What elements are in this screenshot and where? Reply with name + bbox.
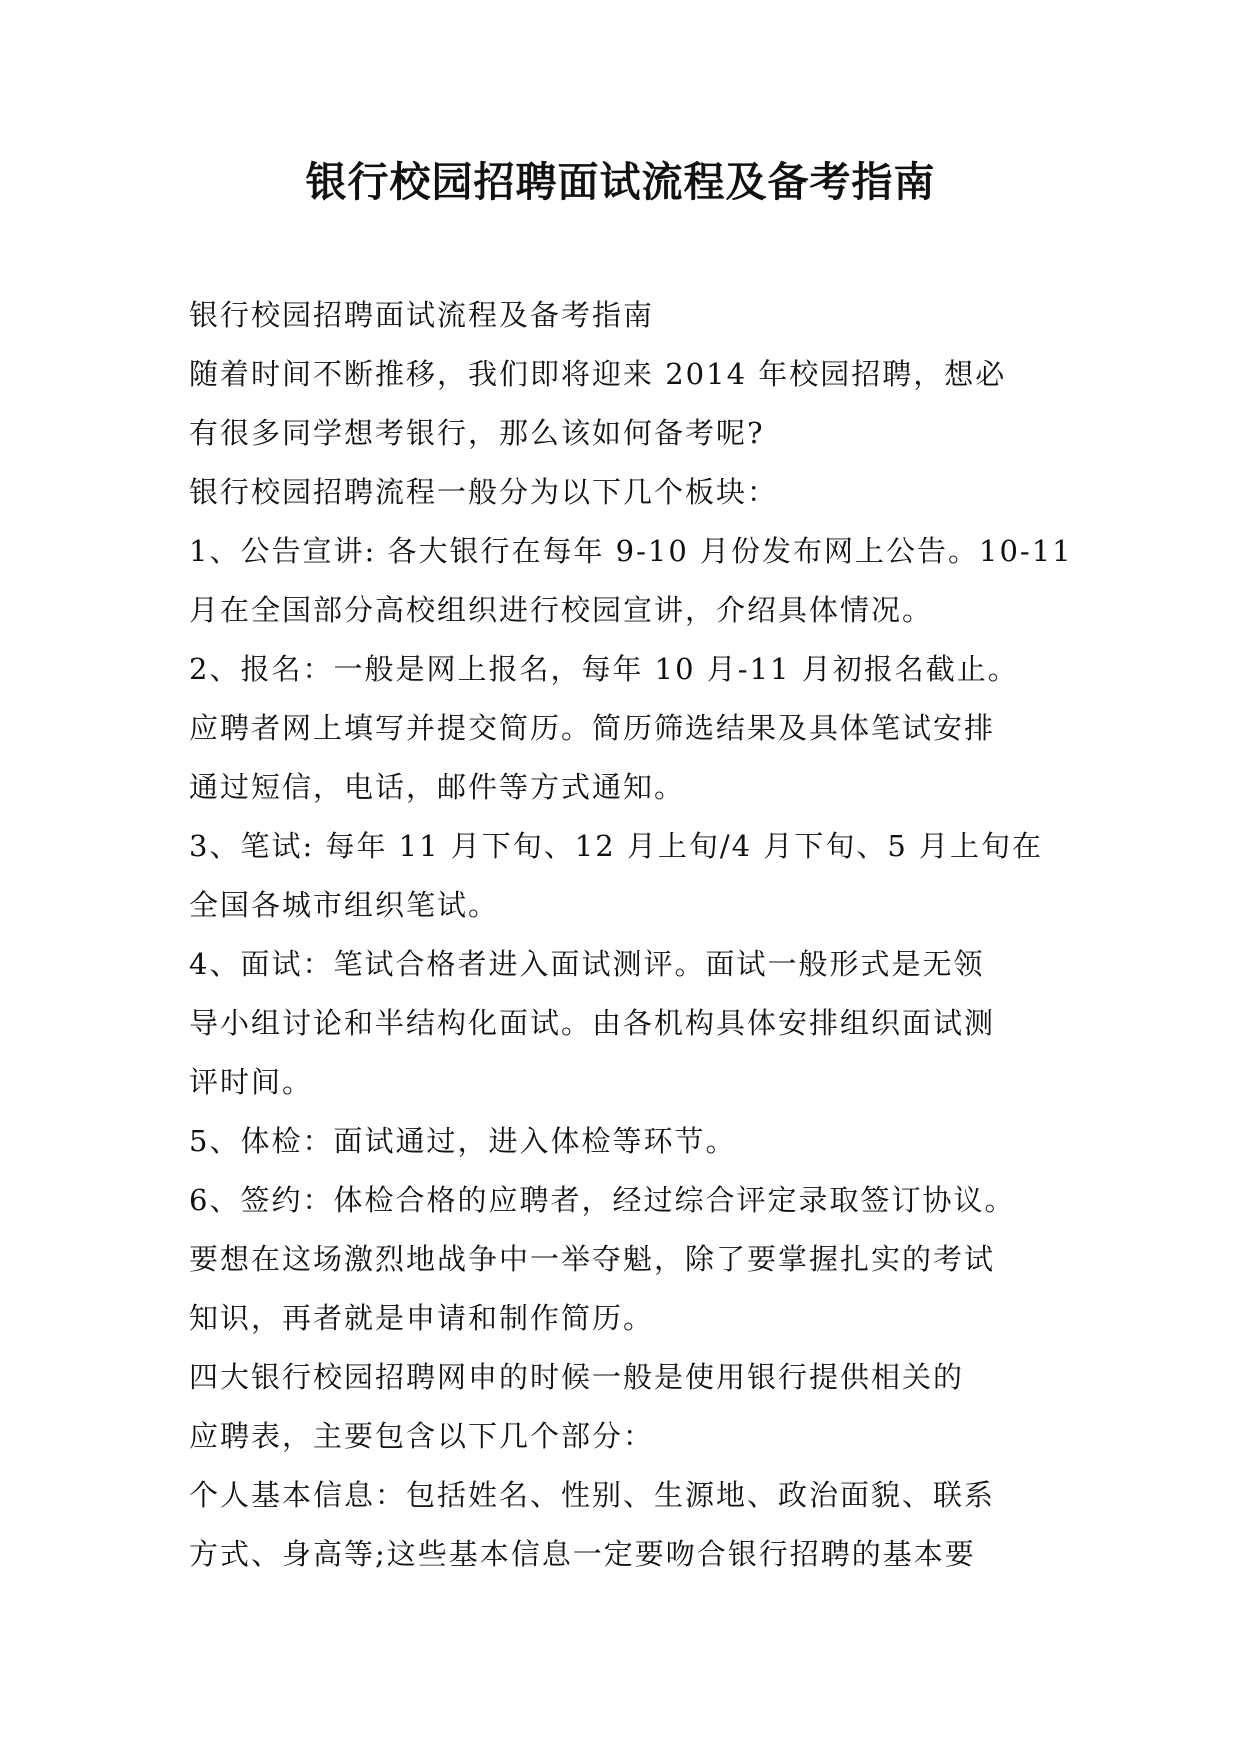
body-line: 知识，再者就是申请和制作简历。 (189, 1301, 655, 1335)
document-body (189, 286, 1071, 1584)
body-line: 6、签约：体检合格的应聘者，经过综合评定录取签订协议。 (189, 1183, 1016, 1217)
body-line: 月在全国部分高校组织进行校园宣讲，介绍具体情况。 (189, 593, 934, 627)
body-line: 全国各城市组织笔试。 (189, 888, 500, 922)
body-line: 个人基本信息：包括姓名、性别、生源地、政治面貌、联系 (189, 1478, 996, 1512)
body-line: 4、面试：笔试合格者进入面试测评。面试一般形式是无领 (189, 947, 985, 981)
body-line: 银行校园招聘流程一般分为以下几个板块： (189, 475, 779, 509)
body-line: 有很多同学想考银行，那么该如何备考呢? (189, 416, 765, 450)
body-line: 应聘表，主要包含以下几个部分： (189, 1419, 655, 1453)
body-line: 银行校园招聘面试流程及备考指南 (189, 298, 655, 332)
body-line: 5、体检：面试通过，进入体检等环节。 (189, 1124, 737, 1158)
body-line: 方式、身高等;这些基本信息一定要吻合银行招聘的基本要 (189, 1537, 976, 1571)
body-line: 导小组讨论和半结构化面试。由各机构具体安排组织面试测 (189, 1006, 996, 1040)
body-line: 3、笔试: 每年 11 月下旬、12 月上旬/4 月下旬、5 月上旬在 (189, 829, 1044, 863)
body-line: 1、公告宣讲: 各大银行在每年 9-10 月份发布网上公告。10-11 (189, 534, 1073, 568)
body-line: 随着时间不断推移，我们即将迎来 2014 年校园招聘，想必 (189, 357, 1007, 391)
body-line: 评时间。 (189, 1065, 314, 1099)
body-line: 2、报名：一般是网上报名，每年 10 月-11 月初报名截止。 (189, 652, 1019, 686)
body-line: 通过短信，电话，邮件等方式通知。 (189, 770, 686, 804)
body-line: 四大银行校园招聘网申的时候一般是使用银行提供相关的 (189, 1360, 965, 1394)
body-line: 应聘者网上填写并提交简历。简历筛选结果及具体笔试安排 (189, 711, 996, 745)
document-title: 银行校园招聘面试流程及备考指南 (305, 158, 936, 206)
body-line: 要想在这场激烈地战争中一举夺魁，除了要掌握扎实的考试 (189, 1242, 996, 1276)
